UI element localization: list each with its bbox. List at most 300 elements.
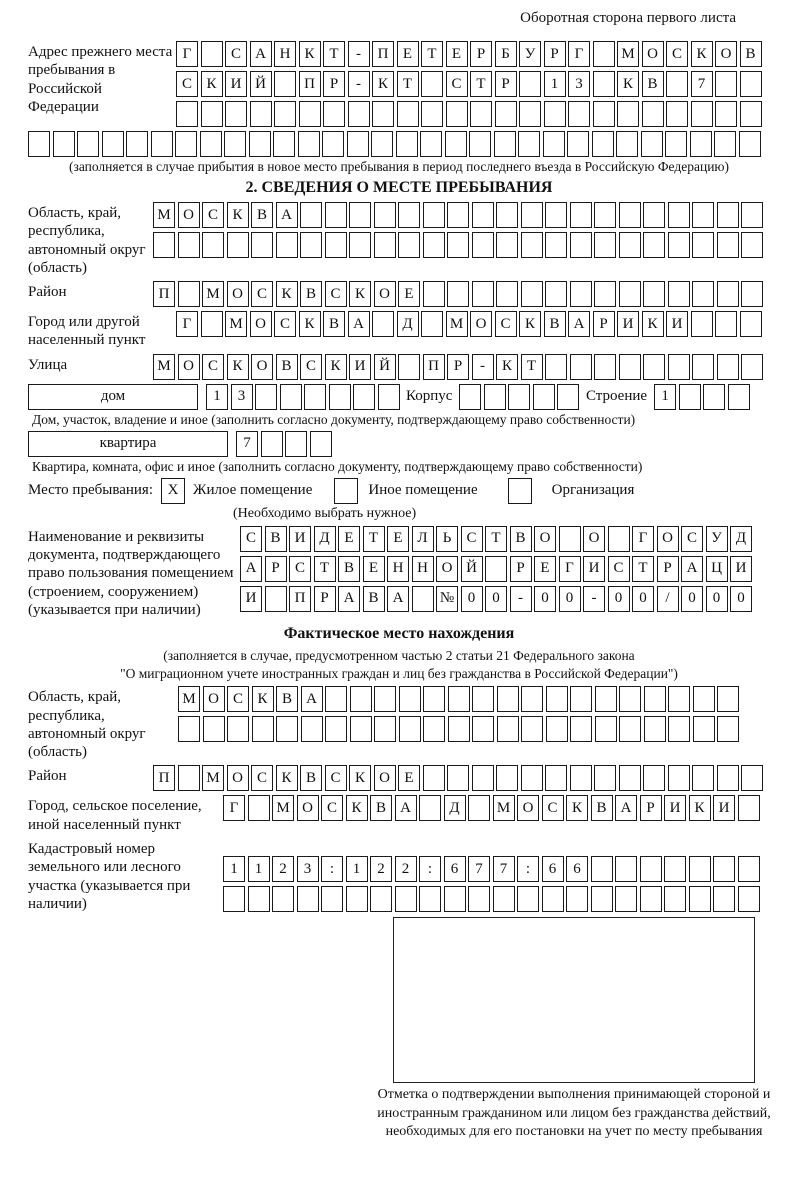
char-cell[interactable]: О <box>517 795 539 821</box>
char-cell[interactable] <box>619 202 641 228</box>
char-cell[interactable] <box>717 202 739 228</box>
char-cell[interactable] <box>350 686 372 712</box>
char-cell[interactable] <box>668 202 690 228</box>
char-cell[interactable]: Т <box>314 556 336 582</box>
char-cell[interactable]: С <box>202 202 224 228</box>
char-cell[interactable] <box>421 311 443 337</box>
char-cell[interactable] <box>593 101 615 127</box>
char-cell[interactable] <box>421 71 443 97</box>
char-cell[interactable] <box>398 354 420 380</box>
char-cell[interactable] <box>567 131 589 157</box>
char-cell[interactable] <box>348 101 370 127</box>
char-cell[interactable] <box>643 765 665 791</box>
char-cell[interactable]: О <box>374 765 396 791</box>
char-cell[interactable] <box>546 686 568 712</box>
char-cell[interactable] <box>448 716 470 742</box>
char-cell[interactable]: И <box>730 556 752 582</box>
char-cell[interactable] <box>740 71 762 97</box>
char-cell[interactable]: П <box>153 765 175 791</box>
char-cell[interactable] <box>201 311 223 337</box>
char-cell[interactable] <box>594 354 616 380</box>
char-cell[interactable] <box>741 232 763 258</box>
char-cell[interactable]: А <box>240 556 262 582</box>
char-cell[interactable] <box>521 281 543 307</box>
char-cell[interactable] <box>178 716 200 742</box>
char-cell[interactable] <box>399 686 421 712</box>
char-cell[interactable]: О <box>178 202 200 228</box>
char-cell[interactable]: О <box>436 556 458 582</box>
char-cell[interactable] <box>517 886 539 912</box>
char-cell[interactable]: Д <box>397 311 419 337</box>
char-cell[interactable] <box>692 765 714 791</box>
char-cell[interactable]: С <box>681 526 703 552</box>
char-cell[interactable]: В <box>510 526 532 552</box>
char-cell[interactable] <box>643 354 665 380</box>
char-cell[interactable]: В <box>300 765 322 791</box>
char-cell[interactable] <box>508 384 530 410</box>
char-cell[interactable] <box>371 131 393 157</box>
char-cell[interactable] <box>689 886 711 912</box>
char-cell[interactable] <box>717 232 739 258</box>
char-cell[interactable] <box>322 131 344 157</box>
char-cell[interactable] <box>593 41 615 67</box>
char-cell[interactable] <box>518 131 540 157</box>
char-cell[interactable] <box>640 886 662 912</box>
char-cell[interactable] <box>444 886 466 912</box>
char-cell[interactable] <box>693 686 715 712</box>
char-cell[interactable] <box>372 101 394 127</box>
char-cell[interactable]: 7 <box>691 71 713 97</box>
char-cell[interactable] <box>420 131 442 157</box>
char-cell[interactable]: 0 <box>461 586 483 612</box>
char-cell[interactable] <box>423 281 445 307</box>
char-cell[interactable]: Е <box>387 526 409 552</box>
char-cell[interactable] <box>496 765 518 791</box>
char-cell[interactable]: Р <box>447 354 469 380</box>
char-cell[interactable] <box>615 856 637 882</box>
char-cell[interactable]: - <box>348 71 370 97</box>
char-cell[interactable] <box>175 131 197 157</box>
char-cell[interactable]: П <box>299 71 321 97</box>
char-cell[interactable] <box>728 384 750 410</box>
char-cell[interactable] <box>261 431 283 457</box>
char-cell[interactable] <box>446 101 468 127</box>
char-cell[interactable] <box>666 101 688 127</box>
char-cell[interactable]: А <box>348 311 370 337</box>
char-cell[interactable]: В <box>642 71 664 97</box>
char-cell[interactable] <box>543 131 565 157</box>
char-cell[interactable]: Е <box>398 281 420 307</box>
char-cell[interactable]: Г <box>223 795 245 821</box>
char-cell[interactable]: С <box>608 556 630 582</box>
char-cell[interactable] <box>593 71 615 97</box>
char-cell[interactable] <box>126 131 148 157</box>
char-cell[interactable] <box>717 281 739 307</box>
char-cell[interactable]: С <box>461 526 483 552</box>
char-cell[interactable] <box>276 716 298 742</box>
char-cell[interactable]: 1 <box>248 856 270 882</box>
char-cell[interactable]: 0 <box>534 586 556 612</box>
char-cell[interactable] <box>304 384 326 410</box>
char-cell[interactable]: : <box>517 856 539 882</box>
char-cell[interactable] <box>570 765 592 791</box>
char-cell[interactable] <box>370 886 392 912</box>
char-cell[interactable]: В <box>363 586 385 612</box>
char-cell[interactable] <box>321 886 343 912</box>
char-cell[interactable] <box>496 232 518 258</box>
char-cell[interactable] <box>495 101 517 127</box>
char-cell[interactable]: М <box>272 795 294 821</box>
char-cell[interactable]: - <box>472 354 494 380</box>
char-cell[interactable] <box>619 232 641 258</box>
char-cell[interactable]: С <box>321 795 343 821</box>
char-cell[interactable]: К <box>325 354 347 380</box>
char-cell[interactable] <box>741 281 763 307</box>
char-cell[interactable]: С <box>202 354 224 380</box>
char-cell[interactable] <box>557 384 579 410</box>
char-cell[interactable]: О <box>227 765 249 791</box>
char-cell[interactable]: Д <box>314 526 336 552</box>
char-cell[interactable] <box>423 765 445 791</box>
char-cell[interactable]: М <box>202 765 224 791</box>
char-cell[interactable]: А <box>615 795 637 821</box>
char-cell[interactable]: А <box>250 41 272 67</box>
char-cell[interactable] <box>665 131 687 157</box>
char-cell[interactable] <box>459 384 481 410</box>
char-cell[interactable] <box>619 716 641 742</box>
char-cell[interactable]: О <box>715 41 737 67</box>
char-cell[interactable] <box>151 131 173 157</box>
char-cell[interactable]: / <box>657 586 679 612</box>
char-cell[interactable]: - <box>510 586 532 612</box>
char-cell[interactable] <box>201 101 223 127</box>
char-cell[interactable] <box>570 281 592 307</box>
char-cell[interactable] <box>249 131 271 157</box>
char-cell[interactable]: 0 <box>730 586 752 612</box>
char-cell[interactable] <box>693 716 715 742</box>
char-cell[interactable] <box>738 886 760 912</box>
char-cell[interactable] <box>715 71 737 97</box>
char-cell[interactable] <box>272 886 294 912</box>
char-cell[interactable] <box>616 131 638 157</box>
char-cell[interactable]: Й <box>374 354 396 380</box>
char-cell[interactable] <box>445 131 467 157</box>
char-cell[interactable]: 2 <box>272 856 294 882</box>
char-cell[interactable]: С <box>240 526 262 552</box>
char-cell[interactable]: Г <box>632 526 654 552</box>
char-cell[interactable]: М <box>178 686 200 712</box>
char-cell[interactable]: К <box>346 795 368 821</box>
char-cell[interactable] <box>200 131 222 157</box>
char-cell[interactable] <box>421 101 443 127</box>
char-cell[interactable] <box>570 354 592 380</box>
char-cell[interactable] <box>544 101 566 127</box>
char-cell[interactable] <box>412 586 434 612</box>
char-cell[interactable]: Н <box>412 556 434 582</box>
char-cell[interactable] <box>594 281 616 307</box>
char-cell[interactable]: 7 <box>493 856 515 882</box>
char-cell[interactable] <box>176 101 198 127</box>
char-cell[interactable]: И <box>289 526 311 552</box>
char-cell[interactable]: В <box>323 311 345 337</box>
char-cell[interactable] <box>668 281 690 307</box>
char-cell[interactable] <box>545 281 567 307</box>
char-cell[interactable] <box>395 886 417 912</box>
char-cell[interactable] <box>608 526 630 552</box>
char-cell[interactable] <box>643 202 665 228</box>
char-cell[interactable] <box>521 716 543 742</box>
char-cell[interactable] <box>484 384 506 410</box>
char-cell[interactable]: В <box>251 202 273 228</box>
char-cell[interactable] <box>285 431 307 457</box>
char-cell[interactable] <box>399 716 421 742</box>
char-cell[interactable]: К <box>201 71 223 97</box>
char-cell[interactable]: К <box>227 354 249 380</box>
char-cell[interactable]: Т <box>323 41 345 67</box>
char-cell[interactable]: Р <box>323 71 345 97</box>
char-cell[interactable] <box>274 71 296 97</box>
char-cell[interactable] <box>741 354 763 380</box>
char-cell[interactable]: А <box>568 311 590 337</box>
char-cell[interactable] <box>178 765 200 791</box>
char-cell[interactable] <box>713 856 735 882</box>
char-cell[interactable]: К <box>372 71 394 97</box>
char-cell[interactable]: С <box>325 765 347 791</box>
char-cell[interactable] <box>521 765 543 791</box>
char-cell[interactable] <box>325 232 347 258</box>
char-cell[interactable] <box>617 101 639 127</box>
char-cell[interactable]: 0 <box>632 586 654 612</box>
char-cell[interactable]: Г <box>176 41 198 67</box>
char-cell[interactable]: К <box>252 686 274 712</box>
char-cell[interactable]: И <box>225 71 247 97</box>
char-cell[interactable] <box>397 101 419 127</box>
char-cell[interactable] <box>594 202 616 228</box>
char-cell[interactable]: Й <box>250 71 272 97</box>
char-cell[interactable] <box>398 232 420 258</box>
char-cell[interactable]: М <box>153 202 175 228</box>
char-cell[interactable]: Т <box>397 71 419 97</box>
char-cell[interactable] <box>521 686 543 712</box>
char-cell[interactable] <box>519 71 541 97</box>
char-cell[interactable]: Т <box>421 41 443 67</box>
char-cell[interactable]: Е <box>534 556 556 582</box>
char-cell[interactable]: Е <box>397 41 419 67</box>
char-cell[interactable]: О <box>203 686 225 712</box>
char-cell[interactable]: 2 <box>370 856 392 882</box>
char-cell[interactable] <box>496 281 518 307</box>
char-cell[interactable]: М <box>493 795 515 821</box>
char-cell[interactable] <box>679 384 701 410</box>
char-cell[interactable] <box>298 131 320 157</box>
char-cell[interactable] <box>448 686 470 712</box>
char-cell[interactable] <box>497 686 519 712</box>
char-cell[interactable]: Е <box>338 526 360 552</box>
char-cell[interactable] <box>325 716 347 742</box>
char-cell[interactable]: Ь <box>436 526 458 552</box>
char-cell[interactable]: Г <box>176 311 198 337</box>
char-cell[interactable]: К <box>642 311 664 337</box>
char-cell[interactable] <box>533 384 555 410</box>
char-cell[interactable] <box>323 101 345 127</box>
char-cell[interactable]: М <box>446 311 468 337</box>
char-cell[interactable]: В <box>300 281 322 307</box>
char-cell[interactable]: А <box>387 586 409 612</box>
char-cell[interactable] <box>619 686 641 712</box>
char-cell[interactable] <box>301 716 323 742</box>
char-cell[interactable] <box>493 886 515 912</box>
char-cell[interactable]: Н <box>274 41 296 67</box>
char-cell[interactable]: К <box>566 795 588 821</box>
char-cell[interactable] <box>691 311 713 337</box>
char-cell[interactable] <box>570 716 592 742</box>
char-cell[interactable]: Д <box>444 795 466 821</box>
char-cell[interactable] <box>280 384 302 410</box>
char-cell[interactable]: С <box>225 41 247 67</box>
char-cell[interactable] <box>378 384 400 410</box>
char-cell[interactable] <box>224 131 246 157</box>
char-cell[interactable] <box>447 202 469 228</box>
char-cell[interactable] <box>715 311 737 337</box>
char-cell[interactable] <box>472 765 494 791</box>
char-cell[interactable] <box>497 716 519 742</box>
char-cell[interactable] <box>570 202 592 228</box>
char-cell[interactable] <box>248 795 270 821</box>
char-cell[interactable] <box>325 686 347 712</box>
char-cell[interactable] <box>717 765 739 791</box>
char-cell[interactable]: Т <box>632 556 654 582</box>
char-cell[interactable] <box>714 131 736 157</box>
char-cell[interactable]: К <box>349 281 371 307</box>
char-cell[interactable] <box>690 131 712 157</box>
char-cell[interactable] <box>396 131 418 157</box>
char-cell[interactable] <box>472 716 494 742</box>
char-cell[interactable]: - <box>583 586 605 612</box>
char-cell[interactable] <box>201 41 223 67</box>
char-cell[interactable]: : <box>419 856 441 882</box>
char-cell[interactable] <box>668 716 690 742</box>
char-cell[interactable] <box>468 886 490 912</box>
char-cell[interactable] <box>738 795 760 821</box>
char-cell[interactable] <box>265 586 287 612</box>
char-cell[interactable] <box>374 232 396 258</box>
char-cell[interactable]: Е <box>363 556 385 582</box>
char-cell[interactable] <box>447 765 469 791</box>
char-cell[interactable]: Г <box>559 556 581 582</box>
char-cell[interactable]: С <box>289 556 311 582</box>
char-cell[interactable]: Р <box>495 71 517 97</box>
char-cell[interactable]: Т <box>363 526 385 552</box>
char-cell[interactable] <box>447 281 469 307</box>
char-cell[interactable]: О <box>178 354 200 380</box>
char-cell[interactable]: К <box>496 354 518 380</box>
char-cell[interactable] <box>496 202 518 228</box>
char-cell[interactable] <box>545 354 567 380</box>
char-cell[interactable]: 6 <box>566 856 588 882</box>
char-cell[interactable] <box>717 686 739 712</box>
char-cell[interactable] <box>353 384 375 410</box>
char-cell[interactable]: О <box>642 41 664 67</box>
char-cell[interactable] <box>741 202 763 228</box>
char-cell[interactable] <box>374 202 396 228</box>
char-cell[interactable]: С <box>251 281 273 307</box>
char-cell[interactable] <box>250 101 272 127</box>
char-cell[interactable]: А <box>301 686 323 712</box>
char-cell[interactable]: 0 <box>559 586 581 612</box>
char-cell[interactable] <box>644 716 666 742</box>
char-cell[interactable] <box>703 384 725 410</box>
char-cell[interactable] <box>178 232 200 258</box>
char-cell[interactable] <box>28 131 50 157</box>
char-cell[interactable]: 0 <box>681 586 703 612</box>
char-cell[interactable]: Т <box>485 526 507 552</box>
char-cell[interactable]: Г <box>568 41 590 67</box>
char-cell[interactable]: А <box>681 556 703 582</box>
char-cell[interactable]: В <box>544 311 566 337</box>
char-cell[interactable]: В <box>276 686 298 712</box>
char-cell[interactable]: И <box>349 354 371 380</box>
char-cell[interactable] <box>255 384 277 410</box>
char-cell[interactable] <box>568 101 590 127</box>
char-cell[interactable]: Б <box>495 41 517 67</box>
char-cell[interactable]: В <box>276 354 298 380</box>
char-cell[interactable]: О <box>297 795 319 821</box>
char-cell[interactable] <box>202 232 224 258</box>
char-cell[interactable] <box>372 311 394 337</box>
char-cell[interactable]: П <box>153 281 175 307</box>
char-cell[interactable] <box>741 765 763 791</box>
char-cell[interactable]: 7 <box>236 431 258 457</box>
char-cell[interactable] <box>740 101 762 127</box>
char-cell[interactable]: О <box>583 526 605 552</box>
char-cell[interactable]: В <box>591 795 613 821</box>
char-cell[interactable] <box>227 716 249 742</box>
char-cell[interactable]: Й <box>461 556 483 582</box>
char-cell[interactable] <box>472 686 494 712</box>
char-cell[interactable] <box>545 232 567 258</box>
char-cell[interactable] <box>619 281 641 307</box>
char-cell[interactable]: 1 <box>346 856 368 882</box>
char-cell[interactable] <box>594 765 616 791</box>
char-cell[interactable] <box>203 716 225 742</box>
char-cell[interactable] <box>252 716 274 742</box>
char-cell[interactable]: К <box>276 281 298 307</box>
char-cell[interactable] <box>595 686 617 712</box>
char-cell[interactable]: К <box>299 311 321 337</box>
char-cell[interactable] <box>329 384 351 410</box>
char-cell[interactable] <box>423 202 445 228</box>
char-cell[interactable] <box>374 716 396 742</box>
char-cell[interactable]: К <box>349 765 371 791</box>
char-cell[interactable] <box>692 232 714 258</box>
char-cell[interactable]: У <box>706 526 728 552</box>
char-cell[interactable] <box>594 232 616 258</box>
char-cell[interactable] <box>619 354 641 380</box>
char-cell[interactable] <box>545 202 567 228</box>
char-cell[interactable] <box>738 856 760 882</box>
char-cell[interactable] <box>300 232 322 258</box>
char-cell[interactable]: Р <box>593 311 615 337</box>
char-cell[interactable]: У <box>519 41 541 67</box>
char-cell[interactable]: 0 <box>485 586 507 612</box>
checkbox-organization[interactable] <box>508 478 532 504</box>
char-cell[interactable]: И <box>713 795 735 821</box>
char-cell[interactable]: К <box>689 795 711 821</box>
char-cell[interactable]: Н <box>387 556 409 582</box>
checkbox-other-premises[interactable] <box>334 478 358 504</box>
char-cell[interactable] <box>470 101 492 127</box>
char-cell[interactable] <box>666 71 688 97</box>
